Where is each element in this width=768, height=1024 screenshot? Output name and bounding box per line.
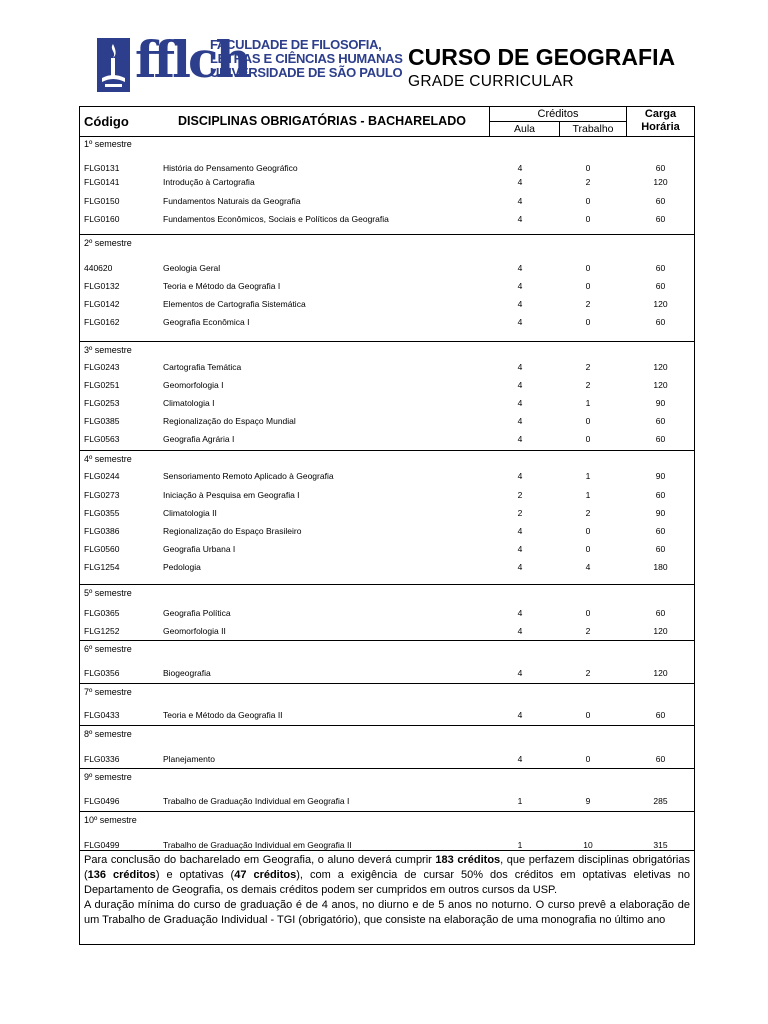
carga-horaria: 315: [653, 840, 668, 850]
semester-label: 7º semestre: [84, 687, 132, 697]
course-name: Regionalização do Espaço Mundial: [163, 416, 296, 426]
course-code: FLG0150: [84, 196, 120, 206]
table-row: [80, 709, 694, 721]
credits-trabalho: 0: [585, 196, 591, 206]
credits-trabalho: 2: [585, 362, 591, 372]
course-name: Geomorfologia I: [163, 380, 224, 390]
credits-trabalho: 0: [585, 710, 591, 720]
carga-horaria: 60: [655, 434, 666, 444]
credits-trabalho: 0: [585, 281, 591, 291]
credits-trabalho: 0: [585, 416, 591, 426]
header-credits: Créditos: [537, 108, 579, 120]
course-code: FLG0433: [84, 710, 120, 720]
table-row: [80, 213, 694, 225]
table-row: [80, 397, 694, 409]
table-row: [80, 470, 694, 482]
carga-horaria: 60: [655, 608, 666, 618]
carga-horaria: 120: [653, 177, 668, 187]
course-name: Fundamentos Naturais da Geografia: [163, 196, 301, 206]
semester-label: 9º semestre: [84, 772, 132, 782]
course-code: FLG0563: [84, 434, 120, 444]
notes-text: [84, 853, 690, 928]
semester-label: 2º semestre: [84, 238, 132, 248]
semester-block: [80, 235, 694, 342]
notes-paragraph-1: Para conclusão do bacharelado em Geografia, o aluno deverá cumprir 183 créditos, que perfazem disciplinas obrigatórias (136 créditos) e optativas (47 créditos), com a exigência de cursar 50% dos créditos em optativas eletivas no Departamento de Geografia, os demais créditos podem ser cumpridos em outros cursos da USP.: [84, 854, 691, 896]
course-code: FLG0243: [84, 362, 120, 372]
course-name: Teoria e Método da Geografia I: [163, 281, 281, 291]
course-name: Cartografia Temática: [163, 362, 242, 372]
course-code: FLG0336: [84, 754, 120, 764]
credits-trabalho: 0: [585, 754, 591, 764]
table-row: [80, 543, 694, 555]
semester-block: [80, 726, 694, 769]
course-code: FLG1254: [84, 562, 120, 572]
table-header: [80, 107, 694, 137]
header-trabalho: Trabalho: [572, 123, 614, 135]
table-row: [80, 298, 694, 310]
carga-horaria: 60: [655, 710, 666, 720]
semester-label: 1º semestre: [84, 139, 132, 149]
credits-aula: 1: [517, 840, 523, 850]
course-name: Climatologia II: [163, 508, 217, 518]
logo-line-2: LETRAS E CIÊNCIAS HUMANAS: [210, 51, 403, 66]
credits-aula: 4: [517, 362, 523, 372]
fflch-logo: [97, 30, 403, 94]
course-code: FLG0244: [84, 471, 120, 481]
credits-trabalho: 0: [585, 526, 591, 536]
table-row: [80, 795, 694, 807]
credits-aula: 4: [517, 526, 523, 536]
semester-block: [80, 451, 694, 585]
carga-horaria: 60: [655, 163, 666, 173]
carga-horaria: 60: [655, 490, 666, 500]
table-row: [80, 280, 694, 292]
table-row: [80, 415, 694, 427]
credits-aula: 4: [517, 544, 523, 554]
carga-horaria: 60: [655, 281, 666, 291]
credits-trabalho: 4: [585, 562, 591, 572]
credits-trabalho: 1: [585, 398, 591, 408]
course-name: História do Pensamento Geográfico: [163, 163, 298, 173]
carga-horaria: 90: [655, 471, 666, 481]
course-name: Iniciação à Pesquisa em Geografia I: [163, 490, 300, 500]
credits-aula: 4: [517, 471, 523, 481]
course-code: FLG0131: [84, 163, 120, 173]
table-row: [80, 379, 694, 391]
credits-trabalho: 0: [585, 317, 591, 327]
carga-horaria: 120: [653, 668, 668, 678]
carga-horaria: 60: [655, 196, 666, 206]
carga-horaria: 120: [653, 626, 668, 636]
table-row: [80, 361, 694, 373]
course-code: FLG0365: [84, 608, 120, 618]
credits-trabalho: 0: [585, 214, 591, 224]
header-carga-horaria: [627, 108, 694, 134]
credits-aula: 4: [517, 398, 523, 408]
header-code: Código: [84, 114, 129, 129]
header-disciplines: DISCIPLINAS OBRIGATÓRIAS - BACHARELADO: [178, 114, 466, 128]
course-name: Elementos de Cartografia Sistemática: [163, 299, 306, 309]
table-row: [80, 561, 694, 573]
credits-trabalho: 0: [585, 544, 591, 554]
semester-label: 4º semestre: [84, 454, 132, 464]
notes-box: [79, 851, 695, 945]
semester-label: 10º semestre: [84, 815, 137, 825]
notes-paragraph-2: A duração mínima do curso de graduação é de 4 anos, no diurno e de 5 anos no noturno. O curso prevê a elaboração de um Trabalho de Graduação Individual - TGI (obrigatório), que consiste na elaboração de uma monografia no último ano: [84, 899, 690, 926]
credits-aula: 2: [517, 490, 523, 500]
course-name: Geografia Agrária I: [163, 434, 235, 444]
credits-trabalho: 0: [585, 263, 591, 273]
logo-emblem-icon: [97, 38, 130, 92]
curriculum-table: [79, 106, 695, 851]
course-code: FLG0132: [84, 281, 120, 291]
carga-horaria: 90: [655, 398, 666, 408]
semester-label: 5º semestre: [84, 588, 132, 598]
credits-trabalho: 2: [585, 668, 591, 678]
credits-trabalho: 2: [585, 508, 591, 518]
credits-aula: 4: [517, 416, 523, 426]
credits-aula: 4: [517, 562, 523, 572]
carga-horaria: 60: [655, 416, 666, 426]
carga-horaria: 60: [655, 526, 666, 536]
credits-aula: 1: [517, 796, 523, 806]
credits-aula: 4: [517, 177, 523, 187]
credits-trabalho: 1: [585, 490, 591, 500]
carga-horaria: 90: [655, 508, 666, 518]
credits-aula: 4: [517, 710, 523, 720]
credits-aula: 4: [517, 299, 523, 309]
course-code: FLG0560: [84, 544, 120, 554]
carga-horaria: 60: [655, 544, 666, 554]
credits-aula: 4: [517, 668, 523, 678]
course-name: Climatologia I: [163, 398, 215, 408]
course-code: FLG0499: [84, 840, 120, 850]
table-row: [80, 525, 694, 537]
credits-aula: 4: [517, 434, 523, 444]
course-code: FLG0160: [84, 214, 120, 224]
logo-letters: fflch: [135, 30, 249, 89]
credits-aula: 4: [517, 317, 523, 327]
semester-block: [80, 342, 694, 451]
logo-institution-text: [210, 38, 403, 80]
course-code: FLG0142: [84, 299, 120, 309]
logo-line-3: UNIVERSIDADE DE SÃO PAULO: [210, 65, 403, 80]
course-name: Teoria e Método da Geografia II: [163, 710, 283, 720]
table-row: [80, 262, 694, 274]
carga-horaria: 120: [653, 362, 668, 372]
table-row: [80, 507, 694, 519]
header-horaria: Horária: [641, 121, 680, 133]
table-row: [80, 839, 694, 851]
credits-trabalho: 2: [585, 299, 591, 309]
course-name: Trabalho de Graduação Individual em Geografia II: [163, 840, 352, 850]
table-row: [80, 753, 694, 765]
credits-aula: 4: [517, 263, 523, 273]
course-name: Fundamentos Econômicos, Sociais e Políticos da Geografia: [163, 214, 389, 224]
semester-block: [80, 585, 694, 641]
carga-horaria: 60: [655, 214, 666, 224]
course-code: FLG0141: [84, 177, 120, 187]
carga-horaria: 120: [653, 380, 668, 390]
credits-trabalho: 2: [585, 626, 591, 636]
course-name: Trabalho de Graduação Individual em Geografia I: [163, 796, 350, 806]
course-code: FLG1252: [84, 626, 120, 636]
course-name: Introdução à Cartografia: [163, 177, 255, 187]
credits-aula: 4: [517, 281, 523, 291]
credits-aula: 4: [517, 380, 523, 390]
course-code: FLG0356: [84, 668, 120, 678]
semester-label: 6º semestre: [84, 644, 132, 654]
course-name: Planejamento: [163, 754, 215, 764]
header-carga: Carga: [644, 108, 677, 120]
carga-horaria: 60: [655, 754, 666, 764]
course-code: FLG0162: [84, 317, 120, 327]
semester-block: [80, 684, 694, 726]
carga-horaria: 60: [655, 263, 666, 273]
credits-trabalho: 10: [583, 840, 593, 850]
page-subtitle: GRADE CURRICULAR: [408, 73, 574, 90]
table-row: [80, 625, 694, 637]
course-name: Biogeografia: [163, 668, 211, 678]
course-name: Geomorfologia II: [163, 626, 226, 636]
credits-aula: 4: [517, 754, 523, 764]
semester-block: [80, 641, 694, 684]
credits-aula: 2: [517, 508, 523, 518]
credits-trabalho: 1: [585, 471, 591, 481]
course-name: Geologia Geral: [163, 263, 221, 273]
table-row: [80, 489, 694, 501]
course-code: FLG0251: [84, 380, 120, 390]
table-row: [80, 607, 694, 619]
course-code: FLG0273: [84, 490, 120, 500]
semester-block: [80, 812, 694, 851]
credits-trabalho: 2: [585, 177, 591, 187]
carga-horaria: 285: [653, 796, 668, 806]
credits-aula: 4: [517, 214, 523, 224]
credits-aula: 4: [517, 608, 523, 618]
carga-horaria: 120: [653, 299, 668, 309]
course-name: Sensoriamento Remoto Aplicado à Geografia: [163, 471, 334, 481]
table-row: [80, 195, 694, 207]
table-row: [80, 162, 694, 174]
course-code: 440620: [84, 263, 113, 273]
course-code: FLG0385: [84, 416, 120, 426]
credits-aula: 4: [517, 196, 523, 206]
course-name: Geografia Política: [163, 608, 231, 618]
semester-label: 8º semestre: [84, 729, 132, 739]
table-row: [80, 667, 694, 679]
credits-aula: 4: [517, 626, 523, 636]
credits-trabalho: 0: [585, 608, 591, 618]
page-title: CURSO DE GEOGRAFIA: [408, 44, 676, 70]
carga-horaria: 60: [655, 317, 666, 327]
credits-trabalho: 9: [585, 796, 591, 806]
course-name: Geografia Urbana I: [163, 544, 236, 554]
credits-trabalho: 2: [585, 380, 591, 390]
table-row: [80, 176, 694, 188]
course-code: FLG0355: [84, 508, 120, 518]
carga-horaria: 180: [653, 562, 668, 572]
logo-line-1: FACULDADE DE FILOSOFIA,: [210, 37, 382, 52]
credits-trabalho: 0: [585, 434, 591, 444]
course-code: FLG0253: [84, 398, 120, 408]
semester-label: 3º semestre: [84, 345, 132, 355]
table-row: [80, 316, 694, 328]
credits-aula: 4: [517, 163, 523, 173]
credits-trabalho: 0: [585, 163, 591, 173]
semester-block: [80, 769, 694, 812]
course-name: Regionalização do Espaço Brasileiro: [163, 526, 302, 536]
table-row: [80, 433, 694, 445]
course-name: Pedologia: [163, 562, 201, 572]
course-name: Geografia Econômica I: [163, 317, 250, 327]
course-code: FLG0386: [84, 526, 120, 536]
header-aula: Aula: [513, 123, 535, 135]
semester-block: [80, 136, 694, 235]
course-code: FLG0496: [84, 796, 120, 806]
